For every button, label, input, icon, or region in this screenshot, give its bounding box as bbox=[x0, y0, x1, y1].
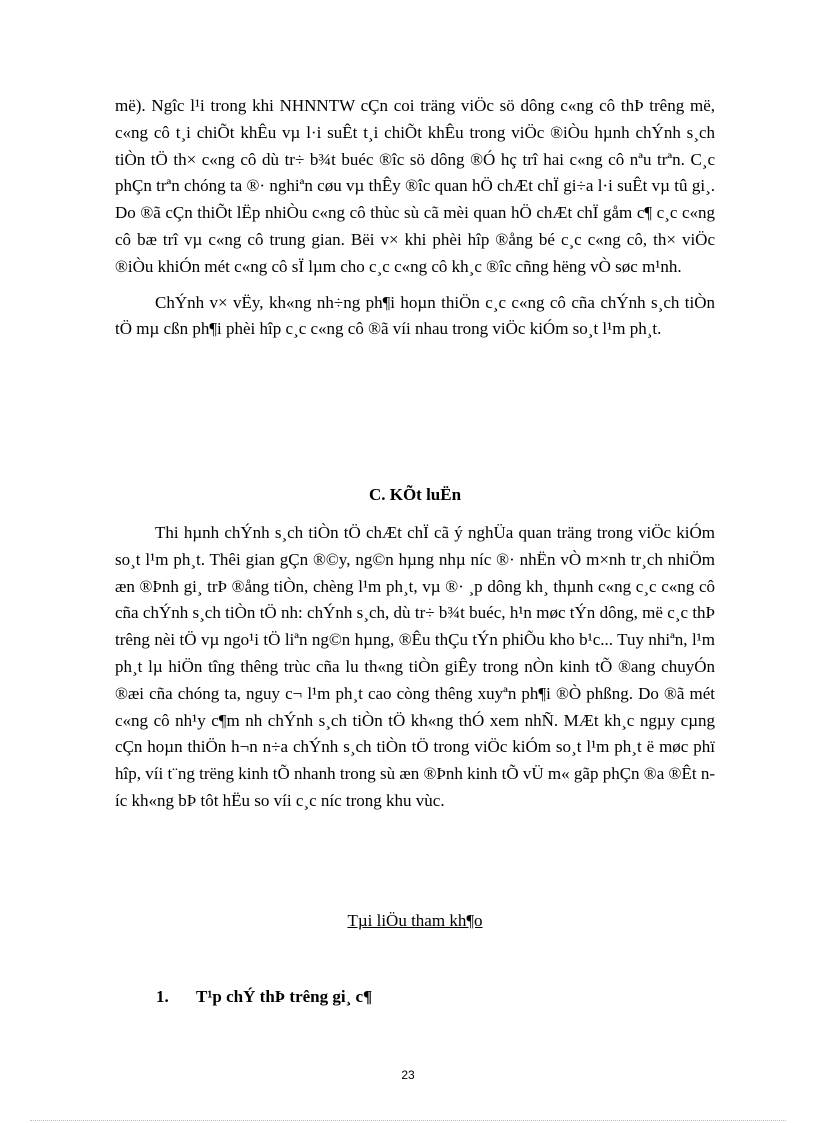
intro-paragraph-2: ChÝnh v× vËy, kh«ng nh÷ng ph¶i hoµn thiÖn c¸c c«ng cô cña chÝnh s¸ch tiÒn tÖ mµ cßn ph¶i phèi hîp c¸c c«ng cô ®ã víi nhau trong viÖc kiÓm so¸t l¹m ph¸t. bbox=[115, 292, 715, 339]
page-bottom-border bbox=[30, 1120, 786, 1121]
reference-item-label: T¹p chÝ thÞ trêng gi¸ c¶ bbox=[196, 987, 373, 1006]
intro-paragraph-1: më). Ngîc l¹i trong khi NHNNTW cÇn coi träng viÖc sö dông c«ng cô thÞ trêng më, c«ng cô t¸i chiÕt khÊu vµ l·i suÊt t¸i chiÕt khÊu trong viÖc ®iÒu hµnh chÝnh s¸ch tiÒn tÖ th× c«ng cô dù tr÷ b¾t buéc ®îc sö dông ®Ó hç trî hai c«ng cô nªu trªn. C¸c phÇn trªn chóng ta ®· nghiªn cøu vµ thÊy ®îc quan hÖ chÆt chÏ gi÷a l·i suÊt vµ tû gi¸. Do ®ã cÇn thiÕt lËp nhiÒu c«ng cô thùc sù cã mèi quan hÖ chÆt chÏ gåm c¶ c¸c c«ng cô bæ trî vµ c«ng cô trung gian. Bëi v× khi phèi hîp ®ång bé c¸c c«ng cô, th× viÖc ®iÒu khiÓn mét c«ng cô sÏ lµm cho c¸c c«ng cô kh¸c ®îc cñng hëng vÒ søc m¹nh. bbox=[115, 96, 715, 276]
section-heading-conclusion: C. KÕt luËn bbox=[368, 485, 462, 504]
conclusion-text bbox=[115, 520, 715, 815]
reference-item-number: 1. bbox=[156, 987, 169, 1006]
references-title: Tµi liÖu tham kh¶o bbox=[347, 911, 483, 930]
page-number: 23 bbox=[401, 1068, 415, 1082]
conclusion-paragraph: Thi hµnh chÝnh s¸ch tiÒn tÖ chÆt chÏ cã ý nghÜa quan träng trong viÖc kiÓm so¸t l¹m ph¸t. Thêi gian gÇn ®©y, ng©n hµng nhµ níc ®· nhËn vÒ m×nh tr¸ch nhiÖm æn ®Þnh gi¸ trÞ ®ång tiÒn, chèng l¹m ph¸t, vµ ®· ¸p dông kh¸ thµnh c«ng c¸c c«ng cô cña chÝnh s¸ch tiÒn tÖ nh: chÝnh s¸ch, dù tr÷ b¾t buéc, h¹n møc tÝn dông, më c¸c thÞ trêng nèi tÖ vµ ngo¹i tÖ liªn ng©n hµng, ®Êu thÇu tÝn phiÕu kho b¹c... Tuy nhiªn, l¹m ph¸t lµ hiÖn tîng thêng trùc cña lu th«ng tiÒn giÊy trong nÒn kinh tÕ ®ang chuyÓn ®æi cña chóng ta, nguy c¬ l¹m ph¸t cao còng thêng xuyªn ph¶i ®Ò phßng. Do ®ã mét c«ng cô nh¹y c¶m nh chÝnh s¸ch tiÒn tÖ kh«ng thÓ xem nhÑ. MÆt kh¸c ngµy cµng cÇn hoµn thiÖn h¬n n÷a chÝnh s¸ch tiÒn tÖ trong viÖc kiÓm so¸t l¹m ph¸t ë møc phï hîp, víi t¨ng trëng kinh tÕ nhanh trong sù æn ®Þnh kinh tÕ vÜ m« gãp phÇn ®a ®Êt níc kh«ng bÞ tôt hËu so víi c¸c níc trong khu vùc. bbox=[115, 523, 715, 810]
reference-item bbox=[156, 987, 372, 1007]
intro-text bbox=[115, 93, 715, 343]
